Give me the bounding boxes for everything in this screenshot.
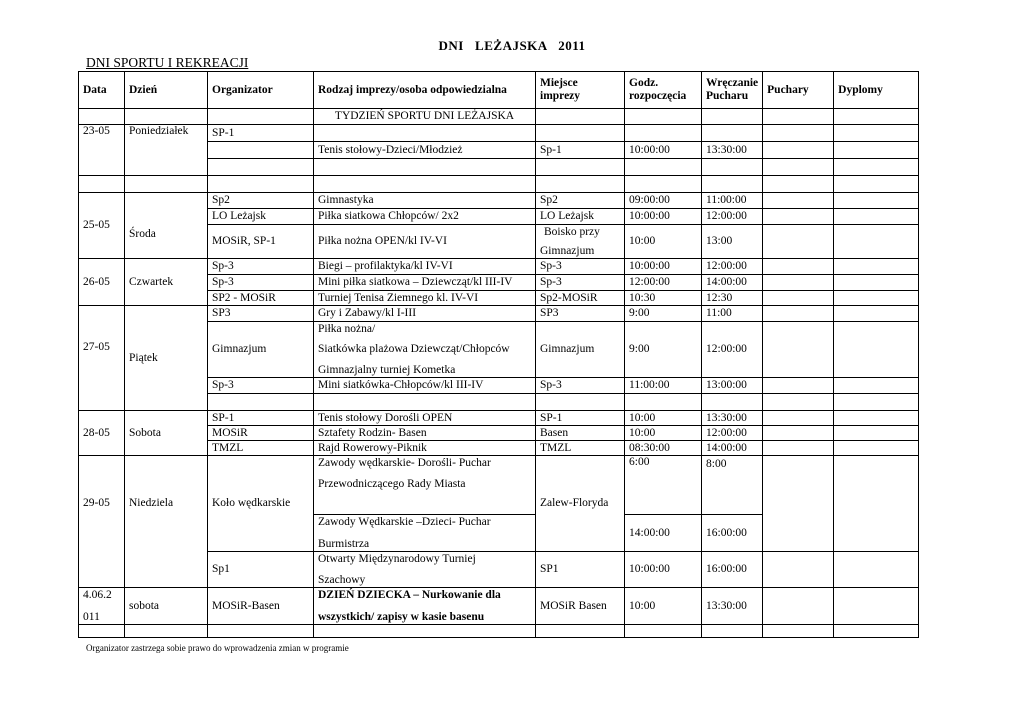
start-time-cell: 6:00 bbox=[625, 456, 702, 515]
table-row bbox=[79, 176, 919, 193]
event-cell: Rajd Rowerowy-Piknik bbox=[314, 441, 536, 456]
col-wreczanie-line1: Wręczanie bbox=[706, 77, 759, 90]
cell-empty bbox=[834, 306, 919, 322]
award-time-cell: 13:00:00 bbox=[702, 378, 763, 394]
day-label: Niedziela bbox=[129, 497, 174, 510]
cell-empty bbox=[763, 275, 834, 291]
cell-empty bbox=[208, 159, 314, 176]
cell-empty bbox=[125, 109, 208, 125]
cell-empty bbox=[536, 159, 625, 176]
cell-empty bbox=[763, 411, 834, 426]
start-time-cell: 10:00 bbox=[625, 588, 702, 625]
cell-empty bbox=[763, 291, 834, 306]
award-time-cell: 14:00:00 bbox=[702, 441, 763, 456]
event-cell bbox=[314, 515, 536, 552]
start-time-cell: 14:00:00 bbox=[625, 515, 702, 552]
event-cell: Gry i Zabawy/kl I-III bbox=[314, 306, 536, 322]
organizer-cell: SP-1 bbox=[208, 125, 314, 142]
event-line2: Przewodniczącego Rady Miasta bbox=[318, 477, 466, 490]
place-cell: Sp-3 bbox=[536, 259, 625, 275]
cell-empty bbox=[79, 176, 125, 193]
cell-empty bbox=[702, 159, 763, 176]
day-label: Środa bbox=[129, 228, 156, 241]
cell-empty bbox=[536, 394, 625, 411]
table-row bbox=[79, 588, 919, 625]
col-dyplomy-header: Dyplomy bbox=[834, 72, 919, 109]
col-godz-header bbox=[625, 72, 702, 109]
place-cell: Sp2 bbox=[536, 193, 625, 209]
organizer-cell: Sp2 bbox=[208, 193, 314, 209]
start-time-cell: 11:00:00 bbox=[625, 378, 702, 394]
cell-empty bbox=[834, 552, 919, 588]
cell-empty bbox=[763, 552, 834, 588]
organizer-cell: SP3 bbox=[208, 306, 314, 322]
day-cell bbox=[125, 193, 208, 259]
event-cell bbox=[314, 552, 536, 588]
place-cell: MOSiR Basen bbox=[536, 588, 625, 625]
col-data-header: Data bbox=[79, 72, 125, 109]
day-cell: Poniedziałek bbox=[125, 125, 208, 176]
col-miejsce-line1: Miejsce bbox=[540, 77, 578, 90]
cell-empty bbox=[834, 142, 919, 159]
event-line2: wszystkich/ zapisy w kasie basenu bbox=[318, 610, 485, 623]
award-time-cell: 12:00:00 bbox=[702, 259, 763, 275]
cell-empty bbox=[834, 394, 919, 411]
date-cell: 23-05 bbox=[79, 125, 125, 176]
cell-empty bbox=[125, 176, 208, 193]
event-line2: Burmistrza bbox=[318, 537, 370, 550]
col-wreczanie-header bbox=[702, 72, 763, 109]
organizer-cell: MOSiR-Basen bbox=[208, 588, 314, 625]
cell-empty bbox=[208, 142, 314, 159]
cell-empty bbox=[79, 109, 125, 125]
cell-empty bbox=[763, 176, 834, 193]
cell-empty bbox=[763, 441, 834, 456]
place-cell: SP3 bbox=[536, 306, 625, 322]
cell-empty bbox=[834, 125, 919, 142]
cell-empty bbox=[763, 142, 834, 159]
organizer-cell: MOSiR bbox=[208, 426, 314, 441]
cell-empty bbox=[834, 322, 919, 378]
place-cell: Sp-3 bbox=[536, 275, 625, 291]
cell-empty bbox=[625, 625, 702, 638]
cell-empty bbox=[763, 209, 834, 225]
cell-empty bbox=[208, 176, 314, 193]
cell-empty bbox=[834, 209, 919, 225]
cell-empty bbox=[625, 176, 702, 193]
cell-empty bbox=[314, 394, 536, 411]
cell-empty bbox=[536, 125, 625, 142]
col-organizator-header: Organizator bbox=[208, 72, 314, 109]
footer-note: Organizator zastrzega sobie prawo do wprowadzenia zmian w programie bbox=[86, 643, 349, 653]
event-cell bbox=[314, 588, 536, 625]
date-label: 27-05 bbox=[83, 340, 110, 353]
cell-empty bbox=[763, 259, 834, 275]
cell-empty bbox=[834, 176, 919, 193]
organizer-cell: TMZL bbox=[208, 441, 314, 456]
cell-empty bbox=[536, 625, 625, 638]
start-time-cell: 10:00 bbox=[625, 411, 702, 426]
organizer-cell: Gimnazjum bbox=[208, 322, 314, 378]
table-row bbox=[79, 125, 919, 142]
event-line1: Otwarty Międzynarodowy Turniej bbox=[318, 552, 476, 565]
cell-empty bbox=[834, 426, 919, 441]
cell-empty bbox=[314, 159, 536, 176]
schedule-table bbox=[78, 71, 919, 638]
cell-empty bbox=[702, 625, 763, 638]
cell-empty bbox=[834, 441, 919, 456]
event-cell: Biegi – profilaktyka/kl IV-VI bbox=[314, 259, 536, 275]
cell-empty bbox=[314, 625, 536, 638]
organizer-cell: Sp-3 bbox=[208, 259, 314, 275]
award-time-value: 8:00 bbox=[706, 458, 727, 470]
event-cell: Piłka siatkowa Chłopców/ 2x2 bbox=[314, 209, 536, 225]
week-title-row bbox=[79, 109, 919, 125]
table-row bbox=[79, 456, 919, 515]
start-time-cell: 10:30 bbox=[625, 291, 702, 306]
start-time-cell: 10:00:00 bbox=[625, 209, 702, 225]
col-puchary-header: Puchary bbox=[763, 72, 834, 109]
place-cell: Sp2-MOSiR bbox=[536, 291, 625, 306]
date-line2: 011 bbox=[83, 610, 100, 623]
cell-empty bbox=[763, 625, 834, 638]
cell-empty bbox=[834, 275, 919, 291]
day-cell: Piątek bbox=[125, 306, 208, 411]
cell-empty bbox=[536, 109, 625, 125]
organizer-cell: Sp-3 bbox=[208, 378, 314, 394]
col-dzien-header: Dzień bbox=[125, 72, 208, 109]
col-miejsce-header bbox=[536, 72, 625, 109]
page-title: DNI LEŻAJSKA 2011 bbox=[438, 38, 586, 53]
start-time-cell: 9:00 bbox=[625, 306, 702, 322]
place-cell: LO Leżajsk bbox=[536, 209, 625, 225]
start-time-cell: 12:00:00 bbox=[625, 275, 702, 291]
start-time-cell: 10:00:00 bbox=[625, 552, 702, 588]
place-cell: Gimnazjum bbox=[536, 322, 625, 378]
cell-empty bbox=[763, 306, 834, 322]
cell-empty bbox=[763, 125, 834, 142]
table-row bbox=[79, 625, 919, 638]
start-time-cell: 09:00:00 bbox=[625, 193, 702, 209]
event-cell bbox=[314, 456, 536, 515]
cell-empty bbox=[834, 456, 919, 552]
organizer-cell: MOSiR, SP-1 bbox=[208, 225, 314, 259]
start-time-cell: 9:00 bbox=[625, 322, 702, 378]
cell-empty bbox=[834, 625, 919, 638]
event-line1: DZIEŃ DZIECKA – Nurkowanie dla bbox=[318, 588, 501, 601]
cell-empty bbox=[314, 176, 536, 193]
place-cell: SP1 bbox=[536, 552, 625, 588]
table-row bbox=[79, 193, 919, 209]
cell-empty bbox=[763, 109, 834, 125]
award-time-cell: 13:30:00 bbox=[702, 588, 763, 625]
award-time-cell: 13:30:00 bbox=[702, 142, 763, 159]
award-time-cell: 14:00:00 bbox=[702, 275, 763, 291]
place-cell: Zalew-Floryda bbox=[536, 456, 625, 552]
cell-empty bbox=[763, 426, 834, 441]
start-time-cell: 10:00 bbox=[625, 426, 702, 441]
date-cell: 26-05 bbox=[79, 259, 125, 306]
cell-empty bbox=[702, 125, 763, 142]
table-row bbox=[79, 259, 919, 275]
page-subtitle: DNI SPORTU I REKREACJI bbox=[86, 55, 249, 70]
cell-empty bbox=[834, 259, 919, 275]
cell-empty bbox=[763, 322, 834, 378]
cell-empty bbox=[208, 394, 314, 411]
place-line2: Gimnazjum bbox=[540, 244, 595, 257]
event-cell: Piłka nożna OPEN/kl IV-VI bbox=[314, 225, 536, 259]
award-time-cell: 11:00 bbox=[702, 306, 763, 322]
organizer-cell: Koło wędkarskie bbox=[208, 456, 314, 552]
cell-empty bbox=[79, 625, 125, 638]
cell-empty bbox=[834, 225, 919, 259]
start-time-cell: 10:00:00 bbox=[625, 259, 702, 275]
event-cell: Mini siatkówka-Chłopców/kl III-IV bbox=[314, 378, 536, 394]
cell-empty bbox=[763, 159, 834, 176]
day-cell: Czwartek bbox=[125, 259, 208, 306]
award-time-cell: 13:00 bbox=[702, 225, 763, 259]
place-cell: Sp-3 bbox=[536, 378, 625, 394]
award-time-cell: 16:00:00 bbox=[702, 552, 763, 588]
organizer-cell: Sp-3 bbox=[208, 275, 314, 291]
award-time-cell: 12:00:00 bbox=[702, 322, 763, 378]
place-cell bbox=[536, 225, 625, 259]
start-time-cell: 10:00 bbox=[625, 225, 702, 259]
place-cell: Sp-1 bbox=[536, 142, 625, 159]
cell-empty bbox=[208, 109, 314, 125]
event-cell: Mini piłka siatkowa – Dziewcząt/kl III-IV bbox=[314, 275, 536, 291]
award-time-cell: 16:00:00 bbox=[702, 515, 763, 552]
event-cell: Sztafety Rodzin- Basen bbox=[314, 426, 536, 441]
event-cell: Tenis stołowy Dorośli OPEN bbox=[314, 411, 536, 426]
date-label: 29-05 bbox=[83, 497, 110, 510]
date-line1: 4.06.2 bbox=[83, 588, 112, 601]
cell-empty bbox=[834, 109, 919, 125]
place-line1: Boisko przy bbox=[544, 225, 600, 238]
cell-empty bbox=[625, 125, 702, 142]
event-line1: Zawody wędkarskie- Dorośli- Puchar bbox=[318, 457, 491, 469]
award-time-cell: 11:00:00 bbox=[702, 193, 763, 209]
header-row bbox=[79, 72, 919, 109]
award-time-cell: 13:30:00 bbox=[702, 411, 763, 426]
event-cell bbox=[314, 322, 536, 378]
col-rodzaj-header: Rodzaj imprezy/osoba odpowiedzialna bbox=[314, 72, 536, 109]
date-cell bbox=[79, 588, 125, 625]
cell-empty bbox=[536, 176, 625, 193]
col-godz-line1: Godz. bbox=[629, 77, 659, 90]
date-cell: 28-05 bbox=[79, 411, 125, 456]
cell-empty bbox=[763, 193, 834, 209]
cell-empty bbox=[125, 625, 208, 638]
start-time-cell: 10:00:00 bbox=[625, 142, 702, 159]
cell-empty bbox=[834, 159, 919, 176]
week-title: TYDZIEŃ SPORTU DNI LEŻAJSKA bbox=[314, 109, 536, 125]
event-line2: Siatkówka plażowa Dziewcząt/Chłopców bbox=[318, 343, 510, 356]
event-line3: Gimnazjalny turniej Kometka bbox=[318, 363, 456, 376]
day-cell: Sobota bbox=[125, 411, 208, 456]
place-cell: Basen bbox=[536, 426, 625, 441]
event-line1: Piłka nożna/ bbox=[318, 322, 376, 335]
cell-empty bbox=[834, 588, 919, 625]
organizer-cell: SP-1 bbox=[208, 411, 314, 426]
table-row bbox=[79, 411, 919, 426]
cell-empty bbox=[625, 109, 702, 125]
day-cell bbox=[125, 456, 208, 588]
award-time-cell bbox=[702, 456, 763, 515]
cell-empty bbox=[208, 625, 314, 638]
cell-empty bbox=[702, 176, 763, 193]
place-cell: SP-1 bbox=[536, 411, 625, 426]
award-time-cell: 12:00:00 bbox=[702, 209, 763, 225]
event-cell: Gimnastyka bbox=[314, 193, 536, 209]
date-cell bbox=[79, 456, 125, 588]
cell-empty bbox=[763, 588, 834, 625]
award-time-cell: 12:30 bbox=[702, 291, 763, 306]
cell-empty bbox=[314, 125, 536, 142]
cell-empty bbox=[625, 394, 702, 411]
col-godz-line2: rozpoczęcia bbox=[629, 90, 687, 102]
cell-empty bbox=[834, 193, 919, 209]
cell-empty bbox=[834, 411, 919, 426]
day-cell: sobota bbox=[125, 588, 208, 625]
place-cell: TMZL bbox=[536, 441, 625, 456]
organizer-cell: Sp1 bbox=[208, 552, 314, 588]
cell-empty bbox=[763, 456, 834, 552]
date-cell bbox=[79, 306, 125, 411]
cell-empty bbox=[702, 109, 763, 125]
table-row bbox=[79, 306, 919, 322]
event-line2: Szachowy bbox=[318, 573, 366, 586]
cell-empty bbox=[702, 394, 763, 411]
award-time-cell: 12:00:00 bbox=[702, 426, 763, 441]
cell-empty bbox=[625, 159, 702, 176]
event-cell: Turniej Tenisa Ziemnego kl. IV-VI bbox=[314, 291, 536, 306]
date-cell: 25-05 bbox=[79, 193, 125, 259]
cell-empty bbox=[763, 394, 834, 411]
organizer-cell: SP2 - MOSiR bbox=[208, 291, 314, 306]
cell-empty bbox=[834, 378, 919, 394]
col-wreczanie-line2: Pucharu bbox=[706, 90, 749, 102]
organizer-cell: LO Leżajsk bbox=[208, 209, 314, 225]
col-miejsce-line2: imprezy bbox=[540, 90, 581, 102]
event-line1: Zawody Wędkarskie –Dzieci- Puchar bbox=[318, 515, 491, 528]
cell-empty bbox=[763, 378, 834, 394]
cell-empty bbox=[834, 291, 919, 306]
event-cell: Tenis stołowy-Dzieci/Młodzież bbox=[314, 142, 536, 159]
cell-empty bbox=[763, 225, 834, 259]
start-time-cell: 08:30:00 bbox=[625, 441, 702, 456]
